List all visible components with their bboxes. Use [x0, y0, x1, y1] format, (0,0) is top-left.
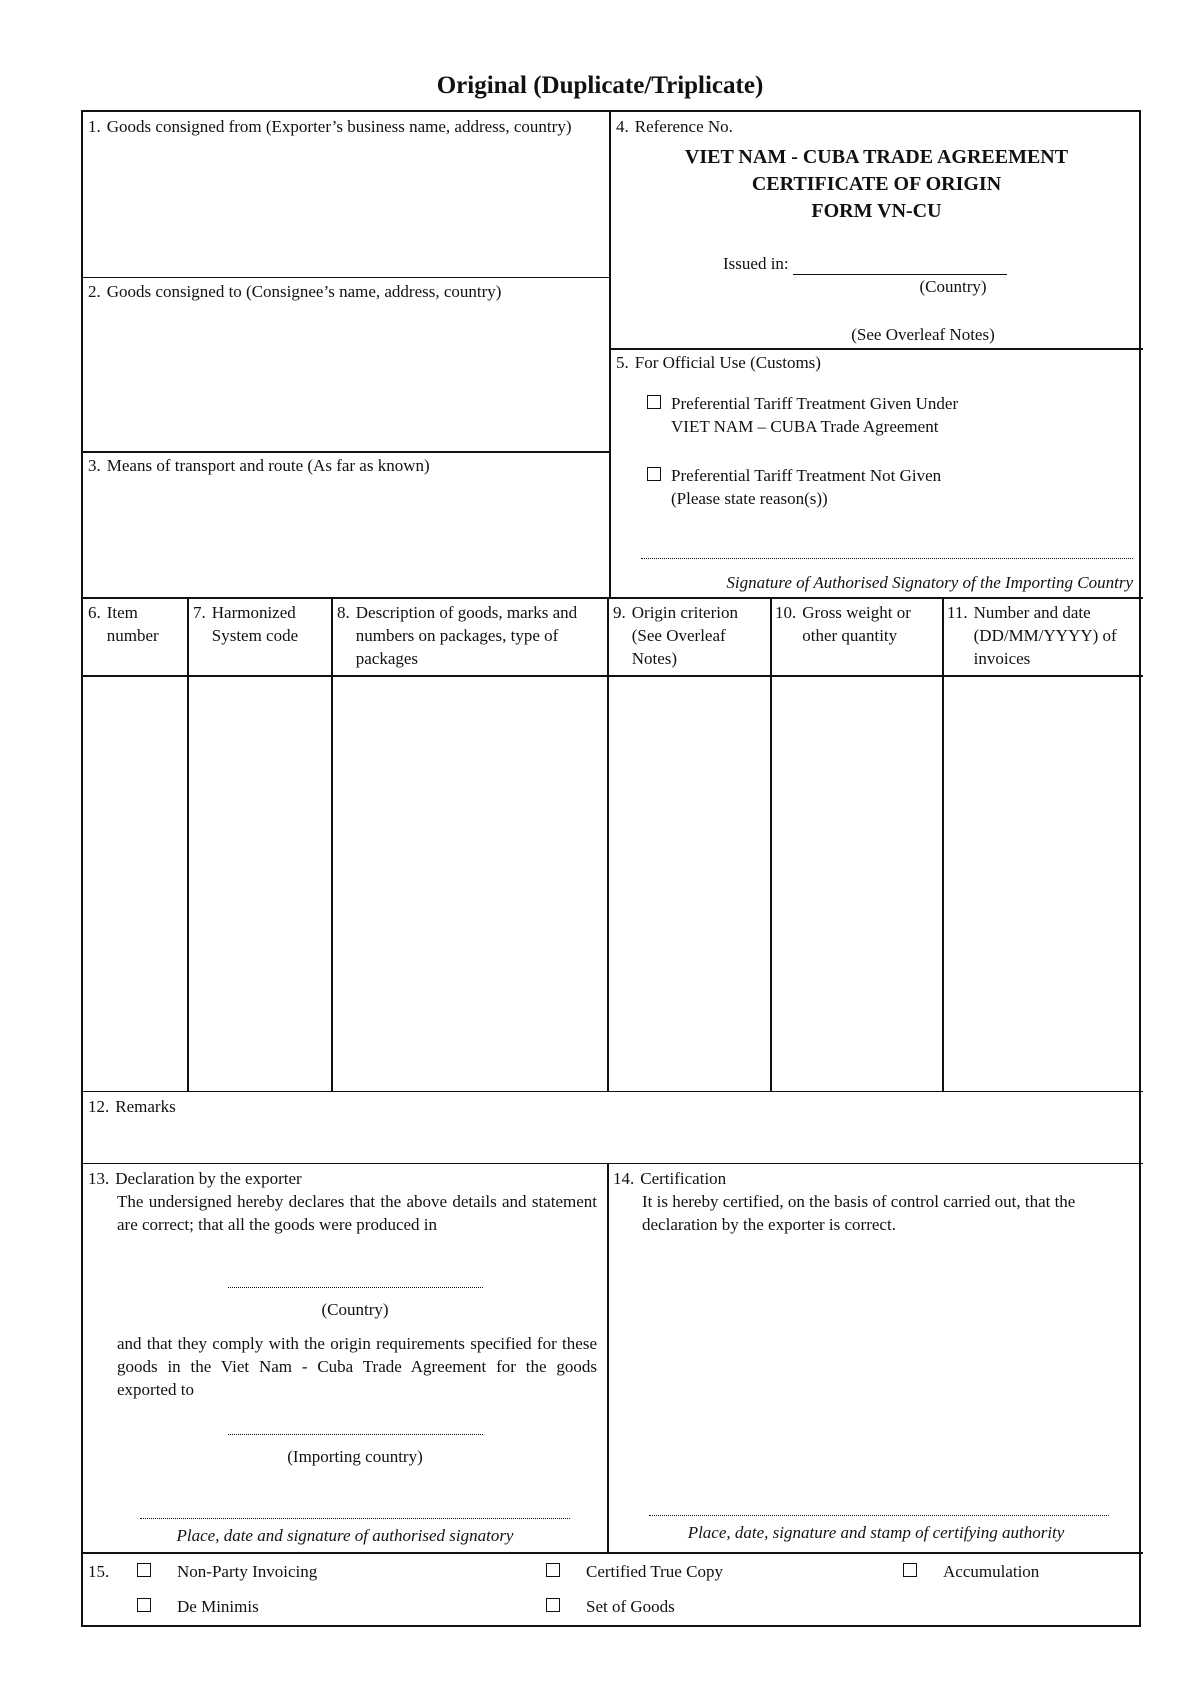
- divider-table-remarks: [83, 1091, 1143, 1092]
- form-heading-certificate: CERTIFICATE OF ORIGIN: [751, 173, 1002, 195]
- checkbox-non-party-invoicing[interactable]: [137, 1563, 151, 1577]
- non-party-invoicing-label: Non-Party Invoicing: [177, 1562, 318, 1581]
- divider-box1-box2: [83, 277, 610, 278]
- customs-option-given: [647, 392, 1127, 438]
- divider-table-header: [83, 675, 1143, 677]
- option-non-party-invoicing: [137, 1560, 437, 1583]
- checkbox-certified-true-copy[interactable]: [546, 1563, 560, 1577]
- treatment-given-line2: VIET NAM – CUBA Trade Agreement: [671, 417, 939, 436]
- divider-col-6-7: [187, 598, 189, 1092]
- checkbox-set-of-goods[interactable]: [546, 1598, 560, 1612]
- divider-box4-box5: [610, 348, 1143, 350]
- exporter-signature-caption: Place, date and signature of authorised signatory: [176, 1526, 514, 1545]
- de-minimis-label: De Minimis: [177, 1597, 259, 1616]
- box2-label: 2. Goods consigned to (Consignee’s name, address, country): [88, 282, 502, 301]
- authority-signature-line[interactable]: [649, 1515, 1109, 1517]
- box5-label: 5. For Official Use (Customs): [616, 353, 821, 372]
- column-header-gross-weight: 10. Gross weight or other quantity: [775, 603, 911, 645]
- form-heading-form: FORM VN-CU: [811, 200, 942, 222]
- option-de-minimis: [137, 1595, 437, 1618]
- certification-text: It is hereby certified, on the basis of control carried out, that the declaration by the exporter is correct.: [642, 1192, 1076, 1234]
- column-header-invoices: 11. Number and date (DD/MM/YYYY) of invoices: [947, 603, 1117, 668]
- declaration-text-2: and that they comply with the origin requirements specified for these goods in the Viet Nam - Cuba Trade Agreement for the goods exported to: [117, 1334, 597, 1399]
- divider-box15: [83, 1552, 1143, 1554]
- divider-col-7-8: [331, 598, 333, 1092]
- divider-col-9-10: [770, 598, 772, 1092]
- checkbox-treatment-not-given[interactable]: [647, 467, 661, 481]
- certified-true-copy-label: Certified True Copy: [586, 1562, 723, 1581]
- box3-label: 3. Means of transport and route (As far as known): [88, 456, 430, 475]
- box15-number: 15.: [88, 1562, 110, 1581]
- box14-label: 14. Certification: [613, 1169, 727, 1188]
- box4-label: 4. Reference No.: [616, 117, 733, 136]
- option-accumulation: [903, 1560, 1133, 1583]
- issued-country-caption: (Country): [919, 277, 987, 296]
- option-set-of-goods: [546, 1595, 846, 1618]
- divider-col-10-11: [942, 598, 944, 1092]
- authority-signature-caption: Place, date, signature and stamp of certifying authority: [687, 1523, 1065, 1542]
- box13-label: 13. Declaration by the exporter: [88, 1169, 302, 1188]
- overleaf-notes: (See Overleaf Notes): [851, 325, 995, 344]
- importing-country-line[interactable]: [228, 1434, 483, 1436]
- column-header-item-number: 6. Item number: [88, 603, 159, 645]
- certificate-form: [81, 110, 1141, 1627]
- issued-in-row: [723, 252, 1123, 275]
- checkbox-de-minimis[interactable]: [137, 1598, 151, 1612]
- form-title: Original (Duplicate/Triplicate): [436, 72, 764, 99]
- form-heading-agreement: VIET NAM - CUBA TRADE AGREEMENT: [684, 146, 1069, 168]
- divider-box13-box14: [607, 1164, 609, 1552]
- importing-country-caption: (Importing country): [287, 1447, 423, 1466]
- accumulation-label: Accumulation: [943, 1562, 1040, 1581]
- box12-label: 12. Remarks: [88, 1097, 176, 1116]
- column-header-origin-criterion: 9. Origin criterion (See Overleaf Notes): [613, 603, 738, 668]
- checkbox-treatment-given[interactable]: [647, 395, 661, 409]
- divider-remarks-declaration: [83, 1163, 1143, 1164]
- divider-box2-box3: [83, 451, 610, 453]
- column-header-hs-code: 7. Harmonized System code: [193, 603, 299, 645]
- importing-signature-line[interactable]: [641, 558, 1133, 560]
- produced-in-country-caption: (Country): [321, 1300, 389, 1319]
- importing-signature-caption: Signature of Authorised Signatory of the Importing Country: [726, 573, 1133, 592]
- customs-option-not-given: [647, 464, 1127, 510]
- divider-col-8-9: [607, 598, 609, 1092]
- set-of-goods-label: Set of Goods: [586, 1597, 675, 1616]
- exporter-signature-line[interactable]: [140, 1518, 570, 1520]
- treatment-not-given-line2: (Please state reason(s)): [671, 489, 828, 508]
- divider-top-table: [83, 597, 1143, 599]
- column-header-description: 8. Description of goods, marks and numbers on packages, type of packages: [337, 603, 578, 668]
- declaration-text-1: The undersigned hereby declares that the above details and statement are correct; that all the goods were produced in: [117, 1192, 597, 1234]
- treatment-given-line1: Preferential Tariff Treatment Given Under: [671, 394, 959, 413]
- issued-in-label: Issued in:: [723, 254, 789, 273]
- checkbox-accumulation[interactable]: [903, 1563, 917, 1577]
- treatment-not-given-line1: Preferential Tariff Treatment Not Given: [671, 466, 942, 485]
- issued-in-field[interactable]: [793, 257, 1007, 275]
- produced-in-country-line[interactable]: [228, 1287, 483, 1289]
- option-certified-true-copy: [546, 1560, 846, 1583]
- box1-label: 1. Goods consigned from (Exporter’s business name, address, country): [88, 117, 572, 136]
